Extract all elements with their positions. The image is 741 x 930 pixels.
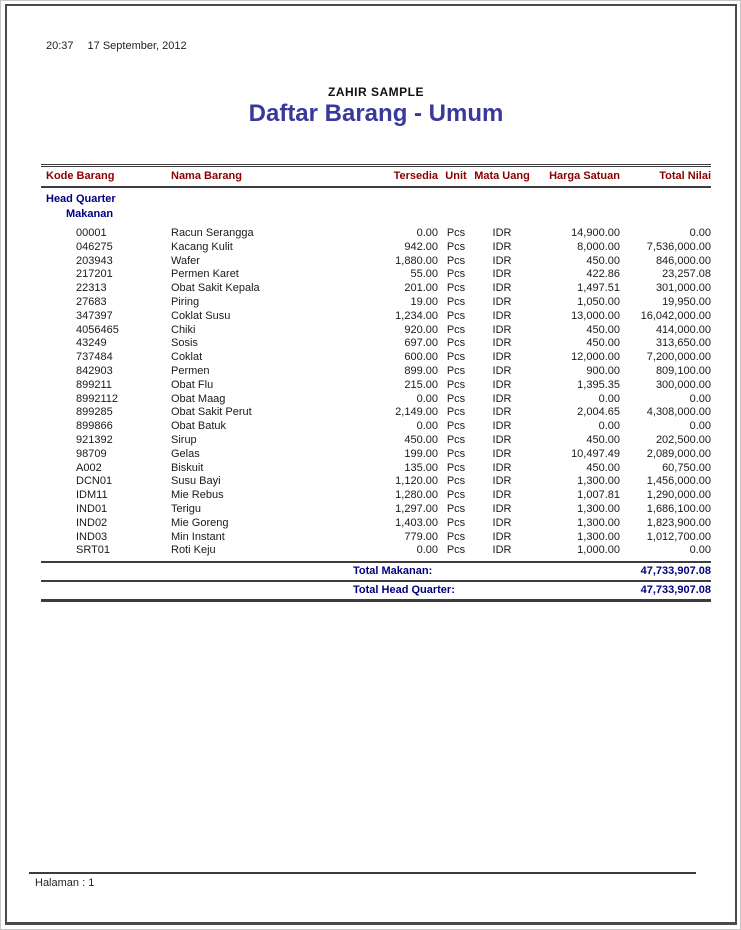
cell-nama-barang: Piring	[171, 295, 200, 308]
cell-mata-uang: IDR	[492, 475, 512, 488]
table-header-row	[41, 164, 711, 188]
cell-nama-barang: Kacang Kulit	[171, 240, 233, 253]
group-head-quarter: Head Quarter	[46, 193, 116, 205]
cell-tersedia: 2,149.00	[395, 406, 438, 419]
cell-kode-barang: 00001	[76, 227, 107, 239]
cell-kode-barang: 921392	[76, 433, 113, 446]
cell-harga-satuan: 422.86	[586, 268, 620, 281]
cell-total-nilai: 0.00	[689, 420, 711, 433]
cell-nama-barang: Permen Karet	[171, 268, 239, 281]
cell-kode-barang: IDM11	[76, 489, 108, 502]
cell-nama-barang: Min Instant	[171, 530, 225, 543]
col-header-kode-barang: Kode Barang	[46, 170, 115, 182]
cell-harga-satuan: 450.00	[586, 433, 620, 446]
cell-kode-barang: 217201	[76, 268, 113, 281]
table-row	[41, 365, 711, 379]
cell-harga-satuan: 900.00	[586, 364, 620, 377]
table-row	[41, 351, 711, 365]
cell-harga-satuan: 1,395.35	[577, 378, 620, 391]
table-row	[41, 448, 711, 462]
cell-nama-barang: Obat Sakit Perut	[171, 406, 252, 419]
cell-nama-barang: Obat Flu	[171, 378, 214, 391]
total-makanan-row	[41, 563, 711, 580]
total-makanan-label: Total Makanan:	[353, 565, 433, 578]
cell-tersedia: 899.00	[404, 364, 438, 377]
cell-unit: Pcs	[446, 420, 466, 433]
cell-total-nilai: 4,308,000.00	[646, 406, 711, 419]
cell-tersedia: 0.00	[416, 544, 438, 557]
cell-total-nilai: 23,257.08	[662, 268, 711, 281]
table-row	[41, 324, 711, 338]
table-row	[41, 393, 711, 407]
col-header-tersedia: Tersedia	[393, 170, 438, 182]
cell-total-nilai: 2,089,000.00	[646, 447, 711, 460]
cell-kode-barang: 899211	[76, 378, 112, 391]
table-row	[41, 489, 711, 503]
cell-mata-uang: IDR	[492, 392, 512, 405]
cell-tersedia: 1,280.00	[395, 489, 438, 502]
cell-tersedia: 942.00	[404, 240, 438, 253]
cell-unit: Pcs	[446, 351, 466, 364]
cell-nama-barang: Susu Bayi	[171, 475, 221, 488]
cell-harga-satuan: 0.00	[598, 420, 620, 433]
cell-kode-barang: IND01	[76, 502, 108, 515]
cell-nama-barang: Permen	[171, 364, 210, 377]
cell-total-nilai: 16,042,000.00	[640, 309, 711, 322]
cell-total-nilai: 0.00	[689, 392, 711, 405]
cell-unit: Pcs	[446, 447, 466, 460]
cell-harga-satuan: 1,050.00	[577, 295, 620, 308]
cell-total-nilai: 1,456,000.00	[646, 475, 711, 488]
cell-mata-uang: IDR	[492, 433, 512, 446]
cell-tersedia: 1,297.00	[395, 502, 438, 515]
cell-kode-barang: 046275	[76, 240, 113, 253]
table-row	[41, 379, 711, 393]
cell-nama-barang: Terigu	[171, 502, 201, 515]
cell-total-nilai: 0.00	[689, 544, 711, 557]
cell-nama-barang: Obat Maag	[171, 392, 226, 405]
table-row	[41, 475, 711, 489]
cell-harga-satuan: 1,497.51	[577, 282, 620, 295]
cell-total-nilai: 1,686,100.00	[646, 502, 711, 515]
cell-nama-barang: Wafer	[171, 254, 200, 267]
cell-total-nilai: 300,000.00	[655, 378, 711, 391]
cell-unit: Pcs	[446, 544, 466, 557]
cell-total-nilai: 846,000.00	[655, 254, 711, 267]
cell-tersedia: 1,403.00	[395, 516, 438, 529]
cell-nama-barang: Sosis	[171, 337, 198, 350]
cell-kode-barang: 4056465	[76, 323, 119, 336]
cell-mata-uang: IDR	[492, 268, 512, 281]
cell-mata-uang: IDR	[492, 351, 512, 364]
report-page	[5, 4, 737, 925]
table-row	[41, 503, 711, 517]
cell-unit: Pcs	[446, 295, 466, 308]
total-head-quarter-label: Total Head Quarter:	[353, 584, 455, 597]
cell-kode-barang: 737484	[76, 351, 113, 364]
cell-mata-uang: IDR	[492, 309, 512, 322]
report-title: Daftar Barang - Umum	[248, 100, 504, 127]
cell-mata-uang: IDR	[492, 378, 512, 391]
cell-harga-satuan: 450.00	[586, 337, 620, 350]
cell-harga-satuan: 14,900.00	[571, 227, 620, 239]
cell-tersedia: 0.00	[416, 420, 438, 433]
cell-kode-barang: 43249	[76, 337, 107, 350]
cell-mata-uang: IDR	[492, 420, 512, 433]
cell-kode-barang: 842903	[76, 364, 113, 377]
cell-kode-barang: A002	[76, 461, 102, 474]
report-end-rule	[41, 599, 711, 602]
cell-mata-uang: IDR	[492, 364, 512, 377]
cell-unit: Pcs	[446, 323, 466, 336]
cell-unit: Pcs	[446, 227, 466, 239]
cell-nama-barang: Coklat	[171, 351, 203, 364]
table-row	[41, 544, 711, 558]
cell-mata-uang: IDR	[492, 461, 512, 474]
cell-total-nilai: 7,200,000.00	[646, 351, 711, 364]
print-time: 20:37	[46, 40, 74, 52]
cell-harga-satuan: 450.00	[586, 254, 620, 267]
cell-unit: Pcs	[446, 240, 466, 253]
cell-unit: Pcs	[446, 406, 466, 419]
cell-nama-barang: Sirup	[171, 433, 197, 446]
cell-mata-uang: IDR	[492, 323, 512, 336]
cell-total-nilai: 301,000.00	[655, 282, 711, 295]
table-row	[41, 420, 711, 434]
cell-harga-satuan: 8,000.00	[577, 240, 620, 253]
cell-mata-uang: IDR	[492, 447, 512, 460]
cell-unit: Pcs	[446, 337, 466, 350]
table-row	[41, 296, 711, 310]
cell-mata-uang: IDR	[492, 337, 512, 350]
cell-tersedia: 201.00	[404, 282, 438, 295]
cell-nama-barang: Roti Keju	[171, 544, 216, 557]
cell-nama-barang: Mie Rebus	[171, 489, 224, 502]
col-header-nama-barang: Nama Barang	[171, 170, 242, 182]
cell-harga-satuan: 1,007.81	[577, 489, 620, 502]
cell-mata-uang: IDR	[492, 530, 512, 543]
cell-nama-barang: Obat Batuk	[171, 420, 227, 433]
cell-unit: Pcs	[446, 282, 466, 295]
cell-mata-uang: IDR	[492, 227, 512, 239]
cell-unit: Pcs	[446, 254, 466, 267]
table-row	[41, 517, 711, 531]
cell-nama-barang: Mie Goreng	[171, 516, 229, 529]
cell-unit: Pcs	[446, 530, 466, 543]
cell-mata-uang: IDR	[492, 489, 512, 502]
cell-unit: Pcs	[446, 309, 466, 322]
print-date: 17 September, 2012	[87, 40, 187, 52]
col-header-mata-uang: Mata Uang	[474, 170, 530, 182]
cell-unit: Pcs	[446, 268, 466, 281]
cell-harga-satuan: 2,004.65	[577, 406, 620, 419]
cell-mata-uang: IDR	[492, 254, 512, 267]
table-row	[41, 282, 711, 296]
cell-tersedia: 920.00	[404, 323, 438, 336]
table-row	[41, 268, 711, 282]
table-row	[41, 310, 711, 324]
cell-harga-satuan: 0.00	[598, 392, 620, 405]
group-makanan: Makanan	[66, 208, 114, 220]
cell-unit: Pcs	[446, 364, 466, 377]
items-table	[41, 164, 711, 602]
cell-harga-satuan: 1,300.00	[577, 502, 620, 515]
cell-mata-uang: IDR	[492, 544, 512, 557]
cell-nama-barang: Obat Sakit Kepala	[171, 282, 260, 295]
cell-total-nilai: 19,950.00	[662, 295, 711, 308]
cell-nama-barang: Biskuit	[171, 461, 204, 474]
cell-total-nilai: 809,100.00	[655, 364, 711, 377]
cell-tersedia: 450.00	[404, 433, 438, 446]
cell-harga-satuan: 12,000.00	[571, 351, 620, 364]
company-name: ZAHIR SAMPLE	[328, 85, 424, 99]
table-row	[41, 227, 711, 241]
cell-tersedia: 135.00	[404, 461, 438, 474]
cell-unit: Pcs	[446, 378, 466, 391]
cell-harga-satuan: 450.00	[586, 323, 620, 336]
col-header-total-nilai: Total Nilai	[659, 170, 711, 182]
cell-tersedia: 0.00	[416, 227, 438, 239]
cell-tersedia: 215.00	[404, 378, 438, 391]
cell-harga-satuan: 10,497.49	[571, 447, 620, 460]
cell-unit: Pcs	[446, 461, 466, 474]
cell-mata-uang: IDR	[492, 282, 512, 295]
cell-total-nilai: 60,750.00	[662, 461, 711, 474]
table-row	[41, 406, 711, 420]
cell-harga-satuan: 1,300.00	[577, 516, 620, 529]
total-makanan-value: 47,733,907.08	[640, 565, 711, 578]
cell-harga-satuan: 450.00	[586, 461, 620, 474]
cell-tersedia: 55.00	[410, 268, 438, 281]
cell-unit: Pcs	[446, 475, 466, 488]
cell-tersedia: 779.00	[404, 530, 438, 543]
page-number: Halaman : 1	[35, 877, 95, 889]
table-row	[41, 462, 711, 476]
cell-kode-barang: 98709	[76, 447, 107, 460]
cell-unit: Pcs	[446, 502, 466, 515]
cell-harga-satuan: 1,300.00	[577, 530, 620, 543]
cell-tersedia: 1,234.00	[395, 309, 438, 322]
cell-kode-barang: 347397	[76, 309, 113, 322]
table-row	[41, 241, 711, 255]
table-body	[41, 227, 711, 558]
cell-mata-uang: IDR	[492, 502, 512, 515]
cell-tersedia: 1,120.00	[395, 475, 438, 488]
cell-tersedia: 1,880.00	[395, 254, 438, 267]
cell-total-nilai: 414,000.00	[655, 323, 711, 336]
cell-mata-uang: IDR	[492, 295, 512, 308]
cell-tersedia: 697.00	[404, 337, 438, 350]
table-row	[41, 434, 711, 448]
cell-nama-barang: Racun Serangga	[171, 227, 254, 239]
cell-kode-barang: 27683	[76, 295, 107, 308]
cell-unit: Pcs	[446, 433, 466, 446]
table-row	[41, 255, 711, 269]
table-row	[41, 531, 711, 545]
table-row	[41, 337, 711, 351]
cell-unit: Pcs	[446, 516, 466, 529]
cell-harga-satuan: 1,000.00	[577, 544, 620, 557]
cell-mata-uang: IDR	[492, 516, 512, 529]
cell-kode-barang: 899866	[76, 420, 113, 433]
cell-total-nilai: 1,012,700.00	[646, 530, 711, 543]
page-footer	[29, 872, 696, 889]
cell-tersedia: 199.00	[404, 447, 438, 460]
cell-total-nilai: 202,500.00	[655, 433, 711, 446]
cell-kode-barang: IND03	[76, 530, 108, 543]
cell-kode-barang: SRT01	[76, 544, 111, 557]
cell-tersedia: 0.00	[416, 392, 438, 405]
cell-nama-barang: Chiki	[171, 323, 196, 336]
cell-total-nilai: 7,536,000.00	[646, 240, 711, 253]
cell-kode-barang: 22313	[76, 282, 107, 295]
cell-unit: Pcs	[446, 489, 466, 502]
cell-total-nilai: 0.00	[689, 227, 711, 239]
cell-kode-barang: 203943	[76, 254, 113, 267]
cell-unit: Pcs	[446, 392, 466, 405]
total-head-quarter-value: 47,733,907.08	[640, 584, 711, 597]
total-head-quarter-row	[41, 582, 711, 599]
cell-kode-barang: 8992112	[76, 392, 119, 405]
cell-nama-barang: Gelas	[171, 447, 200, 460]
cell-total-nilai: 1,823,900.00	[646, 516, 711, 529]
cell-kode-barang: 899285	[76, 406, 113, 419]
cell-total-nilai: 313,650.00	[655, 337, 711, 350]
cell-nama-barang: Coklat Susu	[171, 309, 231, 322]
cell-total-nilai: 1,290,000.00	[646, 489, 711, 502]
cell-kode-barang: IND02	[76, 516, 108, 529]
cell-tersedia: 19.00	[410, 295, 438, 308]
cell-mata-uang: IDR	[492, 406, 512, 419]
print-datetime	[46, 40, 187, 52]
cell-mata-uang: IDR	[492, 240, 512, 253]
col-header-unit: Unit	[445, 170, 467, 182]
cell-tersedia: 600.00	[404, 351, 438, 364]
col-header-harga-satuan: Harga Satuan	[549, 170, 620, 182]
cell-harga-satuan: 1,300.00	[577, 475, 620, 488]
cell-kode-barang: DCN01	[76, 475, 113, 488]
cell-harga-satuan: 13,000.00	[571, 309, 620, 322]
